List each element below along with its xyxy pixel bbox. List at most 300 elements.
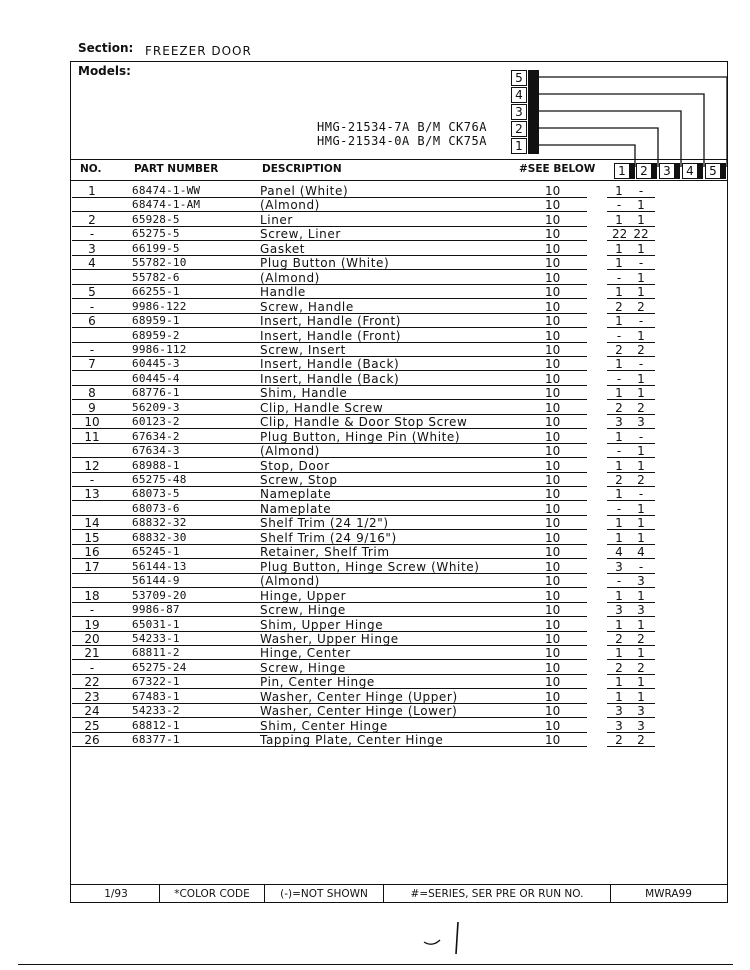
row-number: - — [89, 227, 95, 242]
table-row — [72, 285, 722, 299]
qty-model-1: 1 — [615, 429, 623, 444]
column-box-1: 1 — [614, 163, 630, 179]
row-number: 7 — [88, 357, 96, 372]
table-row — [72, 560, 722, 574]
qty-model-1: 3 — [615, 704, 623, 719]
row-number: 26 — [84, 733, 100, 748]
part-number: 65275-24 — [132, 660, 187, 674]
part-number: 53709-20 — [132, 588, 187, 602]
table-row — [72, 372, 722, 386]
row-number: - — [89, 660, 95, 675]
row-number: 16 — [84, 545, 100, 560]
row-number: 21 — [84, 646, 100, 661]
part-number: 68474-1-AM — [132, 198, 201, 212]
part-number: 54233-2 — [132, 704, 180, 718]
row-number: 25 — [84, 718, 100, 733]
table-row — [72, 271, 722, 285]
footer-color-code: *COLOR CODE — [174, 888, 250, 900]
part-number: 9986-87 — [132, 603, 180, 617]
qty-model-1: 1 — [615, 241, 623, 256]
part-number: 68988-1 — [132, 458, 180, 472]
table-row — [72, 690, 722, 704]
qty-model-1: 2 — [615, 342, 623, 357]
row-number: 23 — [84, 689, 100, 704]
description: Tapping Plate, Center Hinge — [260, 733, 444, 748]
model-box-5: 5 — [511, 70, 527, 86]
part-number: 56144-13 — [132, 559, 187, 573]
part-number: 67634-2 — [132, 429, 180, 443]
table-row — [72, 444, 722, 458]
part-number: 68474-1-WW — [132, 184, 201, 197]
see-below-value: 10 — [545, 545, 561, 560]
qty-model-1: - — [616, 501, 622, 516]
qty-model-1: 1 — [615, 212, 623, 227]
column-box-2: 2 — [636, 163, 652, 179]
qty-model-2: - — [638, 314, 644, 329]
qty-model-1: 1 — [615, 458, 623, 473]
see-below-value: 10 — [545, 328, 561, 343]
description: Shim, Upper Hinge — [260, 617, 384, 632]
part-number: 66255-1 — [132, 285, 180, 299]
description: Nameplate — [260, 501, 332, 516]
see-below-value: 10 — [545, 588, 561, 603]
description: Washer, Upper Hinge — [260, 631, 399, 646]
description: Plug Button, Hinge Pin (White) — [260, 429, 461, 444]
see-below-value: 10 — [545, 718, 561, 733]
see-below-value: 10 — [545, 198, 561, 213]
table-row — [72, 184, 722, 198]
see-below-value: 10 — [545, 285, 561, 300]
qty-model-1: 2 — [615, 400, 623, 415]
column-box-shadow — [698, 163, 703, 179]
qty-model-1: 3 — [615, 559, 623, 574]
qty-model-2: 1 — [637, 646, 645, 661]
see-below-value: 10 — [545, 342, 561, 357]
qty-model-2: 1 — [637, 444, 645, 459]
row-number: 17 — [84, 559, 100, 574]
qty-model-2: 1 — [637, 458, 645, 473]
qty-model-1: - — [616, 574, 622, 589]
part-number: 9986-122 — [132, 299, 187, 313]
qty-model-2: 3 — [637, 603, 645, 618]
row-number: 14 — [84, 516, 100, 531]
table-row — [72, 589, 722, 603]
part-number: 55782-6 — [132, 270, 180, 284]
description: Shim, Center Hinge — [260, 718, 388, 733]
see-below-value: 10 — [545, 299, 561, 314]
qty-model-2: 2 — [637, 299, 645, 314]
see-below-value: 10 — [545, 357, 561, 372]
header-no: NO. — [80, 163, 102, 175]
qty-model-2: 1 — [637, 501, 645, 516]
qty-model-2: 1 — [637, 617, 645, 632]
part-number: 68832-32 — [132, 516, 187, 530]
see-below-value: 10 — [545, 487, 561, 502]
qty-model-2: 3 — [637, 415, 645, 430]
part-number: 67322-1 — [132, 675, 180, 689]
table-row — [72, 213, 722, 227]
qty-model-2: 1 — [637, 371, 645, 386]
qty-model-2: 2 — [637, 473, 645, 487]
table-row — [72, 386, 722, 400]
part-number: 67634-3 — [132, 444, 180, 458]
description: Insert, Handle (Back) — [260, 371, 400, 386]
qty-model-1: 2 — [615, 631, 623, 646]
see-below-value: 10 — [545, 704, 561, 719]
description: Gasket — [260, 241, 306, 256]
qty-model-1: 1 — [615, 646, 623, 661]
part-number: 65928-5 — [132, 212, 180, 226]
see-below-value: 10 — [545, 415, 561, 430]
see-below-value: 10 — [545, 516, 561, 531]
description: Insert, Handle (Back) — [260, 357, 400, 372]
qty-model-1: - — [616, 198, 622, 213]
table-row — [72, 329, 722, 343]
see-below-value: 10 — [545, 660, 561, 675]
column-box-shadow — [675, 163, 680, 179]
model-box-shadow — [528, 70, 539, 154]
table-row — [72, 242, 722, 256]
description: Shim, Handle — [260, 386, 348, 401]
qty-model-1: 1 — [615, 675, 623, 690]
section-value: FREEZER DOOR — [145, 44, 252, 58]
row-number: 2 — [88, 212, 96, 227]
table-row — [72, 198, 722, 212]
table-row — [72, 459, 722, 473]
qty-model-2: - — [638, 429, 644, 444]
row-underline — [72, 746, 587, 747]
qty-model-1: 1 — [615, 689, 623, 704]
table-row — [72, 733, 722, 747]
see-below-value: 10 — [545, 212, 561, 227]
description: Plug Button (White) — [260, 256, 390, 271]
qty-model-2: 1 — [637, 328, 645, 343]
part-number: 68832-30 — [132, 530, 187, 544]
row-number: - — [89, 473, 95, 487]
page-bottom-rule — [18, 964, 733, 965]
row-number: - — [89, 603, 95, 618]
table-row — [72, 256, 722, 270]
see-below-value: 10 — [545, 429, 561, 444]
qty-model-2: 2 — [637, 631, 645, 646]
table-row — [72, 357, 722, 371]
description: Nameplate — [260, 487, 332, 502]
row-underline — [607, 746, 655, 747]
part-number: 68959-2 — [132, 328, 180, 342]
qty-model-1: 2 — [615, 473, 623, 487]
row-number: 11 — [84, 429, 100, 444]
table-row — [72, 300, 722, 314]
part-number: 56144-9 — [132, 574, 180, 588]
row-number: 18 — [84, 588, 100, 603]
description: Insert, Handle (Front) — [260, 314, 402, 329]
models-label: Models: — [78, 64, 131, 78]
table-row — [72, 545, 722, 559]
part-number: 68812-1 — [132, 718, 180, 732]
table-row — [72, 430, 722, 444]
row-number: 15 — [84, 530, 100, 545]
qty-model-1: 22 — [612, 227, 628, 242]
row-number: 9 — [88, 400, 96, 415]
qty-model-2: 3 — [637, 718, 645, 733]
model-box-4: 4 — [511, 87, 527, 103]
row-number: 1 — [88, 184, 96, 198]
part-number: 65275-5 — [132, 227, 180, 241]
row-number: 3 — [88, 241, 96, 256]
qty-model-2: 22 — [633, 227, 649, 242]
table-row — [72, 531, 722, 545]
model-box-3: 3 — [511, 104, 527, 120]
qty-model-2: 1 — [637, 198, 645, 213]
description: Screw, Liner — [260, 227, 341, 242]
section-label: Section: — [78, 41, 134, 55]
table-row — [72, 719, 722, 733]
table-row — [72, 603, 722, 617]
description: Handle — [260, 285, 306, 300]
header-bottom-rule — [70, 180, 728, 181]
part-number: 67483-1 — [132, 689, 180, 703]
qty-model-1: 3 — [615, 603, 623, 618]
see-below-value: 10 — [545, 501, 561, 516]
qty-model-2: 1 — [637, 270, 645, 285]
qty-model-1: 1 — [615, 285, 623, 300]
qty-model-2: - — [638, 256, 644, 271]
table-row — [72, 675, 722, 689]
qty-model-1: 2 — [615, 660, 623, 675]
description: Stop, Door — [260, 458, 330, 473]
qty-model-2: 3 — [637, 704, 645, 719]
row-number: - — [89, 299, 95, 314]
header-description: DESCRIPTION — [262, 163, 342, 175]
qty-model-2: - — [638, 487, 644, 502]
description: Liner — [260, 212, 293, 227]
description: Clip, Handle & Door Stop Screw — [260, 415, 468, 430]
qty-model-1: 2 — [615, 733, 623, 748]
row-number: 12 — [84, 458, 100, 473]
qty-model-2: - — [638, 559, 644, 574]
see-below-value: 10 — [545, 400, 561, 415]
qty-model-1: - — [616, 328, 622, 343]
see-below-value: 10 — [545, 241, 561, 256]
description: Washer, Center Hinge (Upper) — [260, 689, 458, 704]
see-below-value: 10 — [545, 603, 561, 618]
qty-model-2: - — [638, 184, 644, 198]
description: Shelf Trim (24 1/2") — [260, 516, 389, 531]
part-number: 68959-1 — [132, 314, 180, 328]
row-number: - — [89, 342, 95, 357]
qty-model-2: 2 — [637, 400, 645, 415]
qty-model-1: - — [616, 371, 622, 386]
table-row — [72, 314, 722, 328]
see-below-value: 10 — [545, 617, 561, 632]
row-number: 19 — [84, 617, 100, 632]
footer-code: MWRA99 — [645, 888, 692, 900]
table-row — [72, 343, 722, 357]
see-below-value: 10 — [545, 530, 561, 545]
see-below-value: 10 — [545, 314, 561, 329]
table-row — [72, 661, 722, 675]
table-row — [72, 473, 722, 487]
table-row — [72, 415, 722, 429]
part-number: 66199-5 — [132, 241, 180, 255]
header-top-rule — [70, 159, 728, 160]
see-below-value: 10 — [545, 631, 561, 646]
qty-model-2: 1 — [637, 212, 645, 227]
see-below-value: 10 — [545, 559, 561, 574]
see-below-value: 10 — [545, 473, 561, 487]
see-below-value: 10 — [545, 227, 561, 242]
table-row — [72, 632, 722, 646]
table-row — [72, 618, 722, 632]
qty-model-2: 2 — [637, 660, 645, 675]
qty-model-2: - — [638, 357, 644, 372]
qty-model-1: 2 — [615, 299, 623, 314]
column-box-5: 5 — [705, 163, 721, 179]
part-number: 68811-2 — [132, 646, 180, 660]
table-row — [72, 704, 722, 718]
part-number: 68377-1 — [132, 733, 180, 747]
row-number: 4 — [88, 256, 96, 271]
description: Plug Button, Hinge Screw (White) — [260, 559, 480, 574]
description: (Almond) — [260, 574, 320, 589]
column-box-3: 3 — [659, 163, 675, 179]
description: Hinge, Center — [260, 646, 351, 661]
header-see-below: #SEE BELOW — [519, 163, 596, 175]
description: Screw, Stop — [260, 473, 338, 487]
qty-model-1: 1 — [615, 314, 623, 329]
qty-model-2: 1 — [637, 530, 645, 545]
row-number: 22 — [84, 675, 100, 690]
part-number: 68073-6 — [132, 501, 180, 515]
row-number: 8 — [88, 386, 96, 401]
part-number: 9986-112 — [132, 342, 187, 356]
part-number: 68073-5 — [132, 487, 180, 501]
description: Screw, Hinge — [260, 660, 346, 675]
description: Screw, Hinge — [260, 603, 346, 618]
model-entry: HMG-21534-7A B/M CK76A — [317, 120, 487, 134]
part-number: 56209-3 — [132, 400, 180, 414]
qty-model-1: 1 — [615, 516, 623, 531]
see-below-value: 10 — [545, 574, 561, 589]
part-number: 68776-1 — [132, 386, 180, 400]
qty-model-1: 3 — [615, 718, 623, 733]
see-below-value: 10 — [545, 675, 561, 690]
row-number: 10 — [84, 415, 100, 430]
see-below-value: 10 — [545, 733, 561, 748]
model-box-2: 2 — [511, 121, 527, 137]
see-below-value: 10 — [545, 646, 561, 661]
see-below-value: 10 — [545, 371, 561, 386]
description: Washer, Center Hinge (Lower) — [260, 704, 458, 719]
footer-not-shown: (-)=NOT SHOWN — [280, 888, 368, 900]
qty-model-2: 1 — [637, 675, 645, 690]
part-number: 60123-2 — [132, 415, 180, 429]
qty-model-1: 1 — [615, 357, 623, 372]
part-number: 55782-10 — [132, 256, 187, 270]
description: (Almond) — [260, 198, 320, 213]
handwritten-mark — [420, 918, 470, 958]
qty-model-1: 1 — [615, 487, 623, 502]
see-below-value: 10 — [545, 458, 561, 473]
part-number: 60445-4 — [132, 371, 180, 385]
qty-model-1: 4 — [615, 545, 623, 560]
table-row — [72, 574, 722, 588]
part-number: 60445-3 — [132, 357, 180, 371]
part-number: 65031-1 — [132, 617, 180, 631]
qty-model-1: - — [616, 270, 622, 285]
row-number: 6 — [88, 314, 96, 329]
description: Hinge, Upper — [260, 588, 347, 603]
qty-model-2: 1 — [637, 285, 645, 300]
qty-model-1: 1 — [615, 530, 623, 545]
qty-model-2: 4 — [637, 545, 645, 560]
see-below-value: 10 — [545, 689, 561, 704]
model-box-1: 1 — [511, 138, 527, 154]
description: (Almond) — [260, 270, 320, 285]
column-box-4: 4 — [682, 163, 698, 179]
model-entry: HMG-21534-0A B/M CK75A — [317, 134, 487, 148]
table-row — [72, 401, 722, 415]
description: Panel (White) — [260, 184, 349, 198]
description: Insert, Handle (Front) — [260, 328, 402, 343]
description: Screw, Insert — [260, 342, 346, 357]
qty-model-2: 2 — [637, 733, 645, 748]
column-box-shadow — [630, 163, 635, 179]
qty-model-1: 1 — [615, 184, 623, 198]
description: Retainer, Shelf Trim — [260, 545, 390, 560]
table-row — [72, 516, 722, 530]
description: (Almond) — [260, 444, 320, 459]
see-below-value: 10 — [545, 270, 561, 285]
see-below-value: 10 — [545, 444, 561, 459]
qty-model-2: 1 — [637, 241, 645, 256]
qty-model-2: 1 — [637, 588, 645, 603]
qty-model-2: 1 — [637, 689, 645, 704]
table-row — [72, 502, 722, 516]
table-row — [72, 227, 722, 241]
qty-model-2: 1 — [637, 386, 645, 401]
see-below-value: 10 — [545, 256, 561, 271]
part-number: 65275-48 — [132, 473, 187, 486]
header-part-number: PART NUMBER — [134, 163, 219, 175]
qty-model-1: 3 — [615, 415, 623, 430]
qty-model-2: 3 — [637, 574, 645, 589]
qty-model-1: 1 — [615, 588, 623, 603]
qty-model-1: 1 — [615, 617, 623, 632]
part-number: 65245-1 — [132, 545, 180, 559]
row-number: 5 — [88, 285, 96, 300]
row-number: 20 — [84, 631, 100, 646]
see-below-value: 10 — [545, 184, 561, 198]
row-number: 13 — [84, 487, 100, 502]
qty-model-1: 1 — [615, 386, 623, 401]
row-number: 24 — [84, 704, 100, 719]
see-below-value: 10 — [545, 386, 561, 401]
qty-model-2: 2 — [637, 342, 645, 357]
description: Pin, Center Hinge — [260, 675, 375, 690]
qty-model-2: 1 — [637, 516, 645, 531]
table-row — [72, 646, 722, 660]
column-box-shadow — [652, 163, 657, 179]
table-row — [72, 487, 722, 501]
qty-model-1: - — [616, 444, 622, 459]
description: Screw, Handle — [260, 299, 354, 314]
part-number: 54233-1 — [132, 631, 180, 645]
description: Shelf Trim (24 9/16") — [260, 530, 397, 545]
footer-date: 1/93 — [104, 888, 128, 900]
qty-model-1: 1 — [615, 256, 623, 271]
description: Clip, Handle Screw — [260, 400, 384, 415]
